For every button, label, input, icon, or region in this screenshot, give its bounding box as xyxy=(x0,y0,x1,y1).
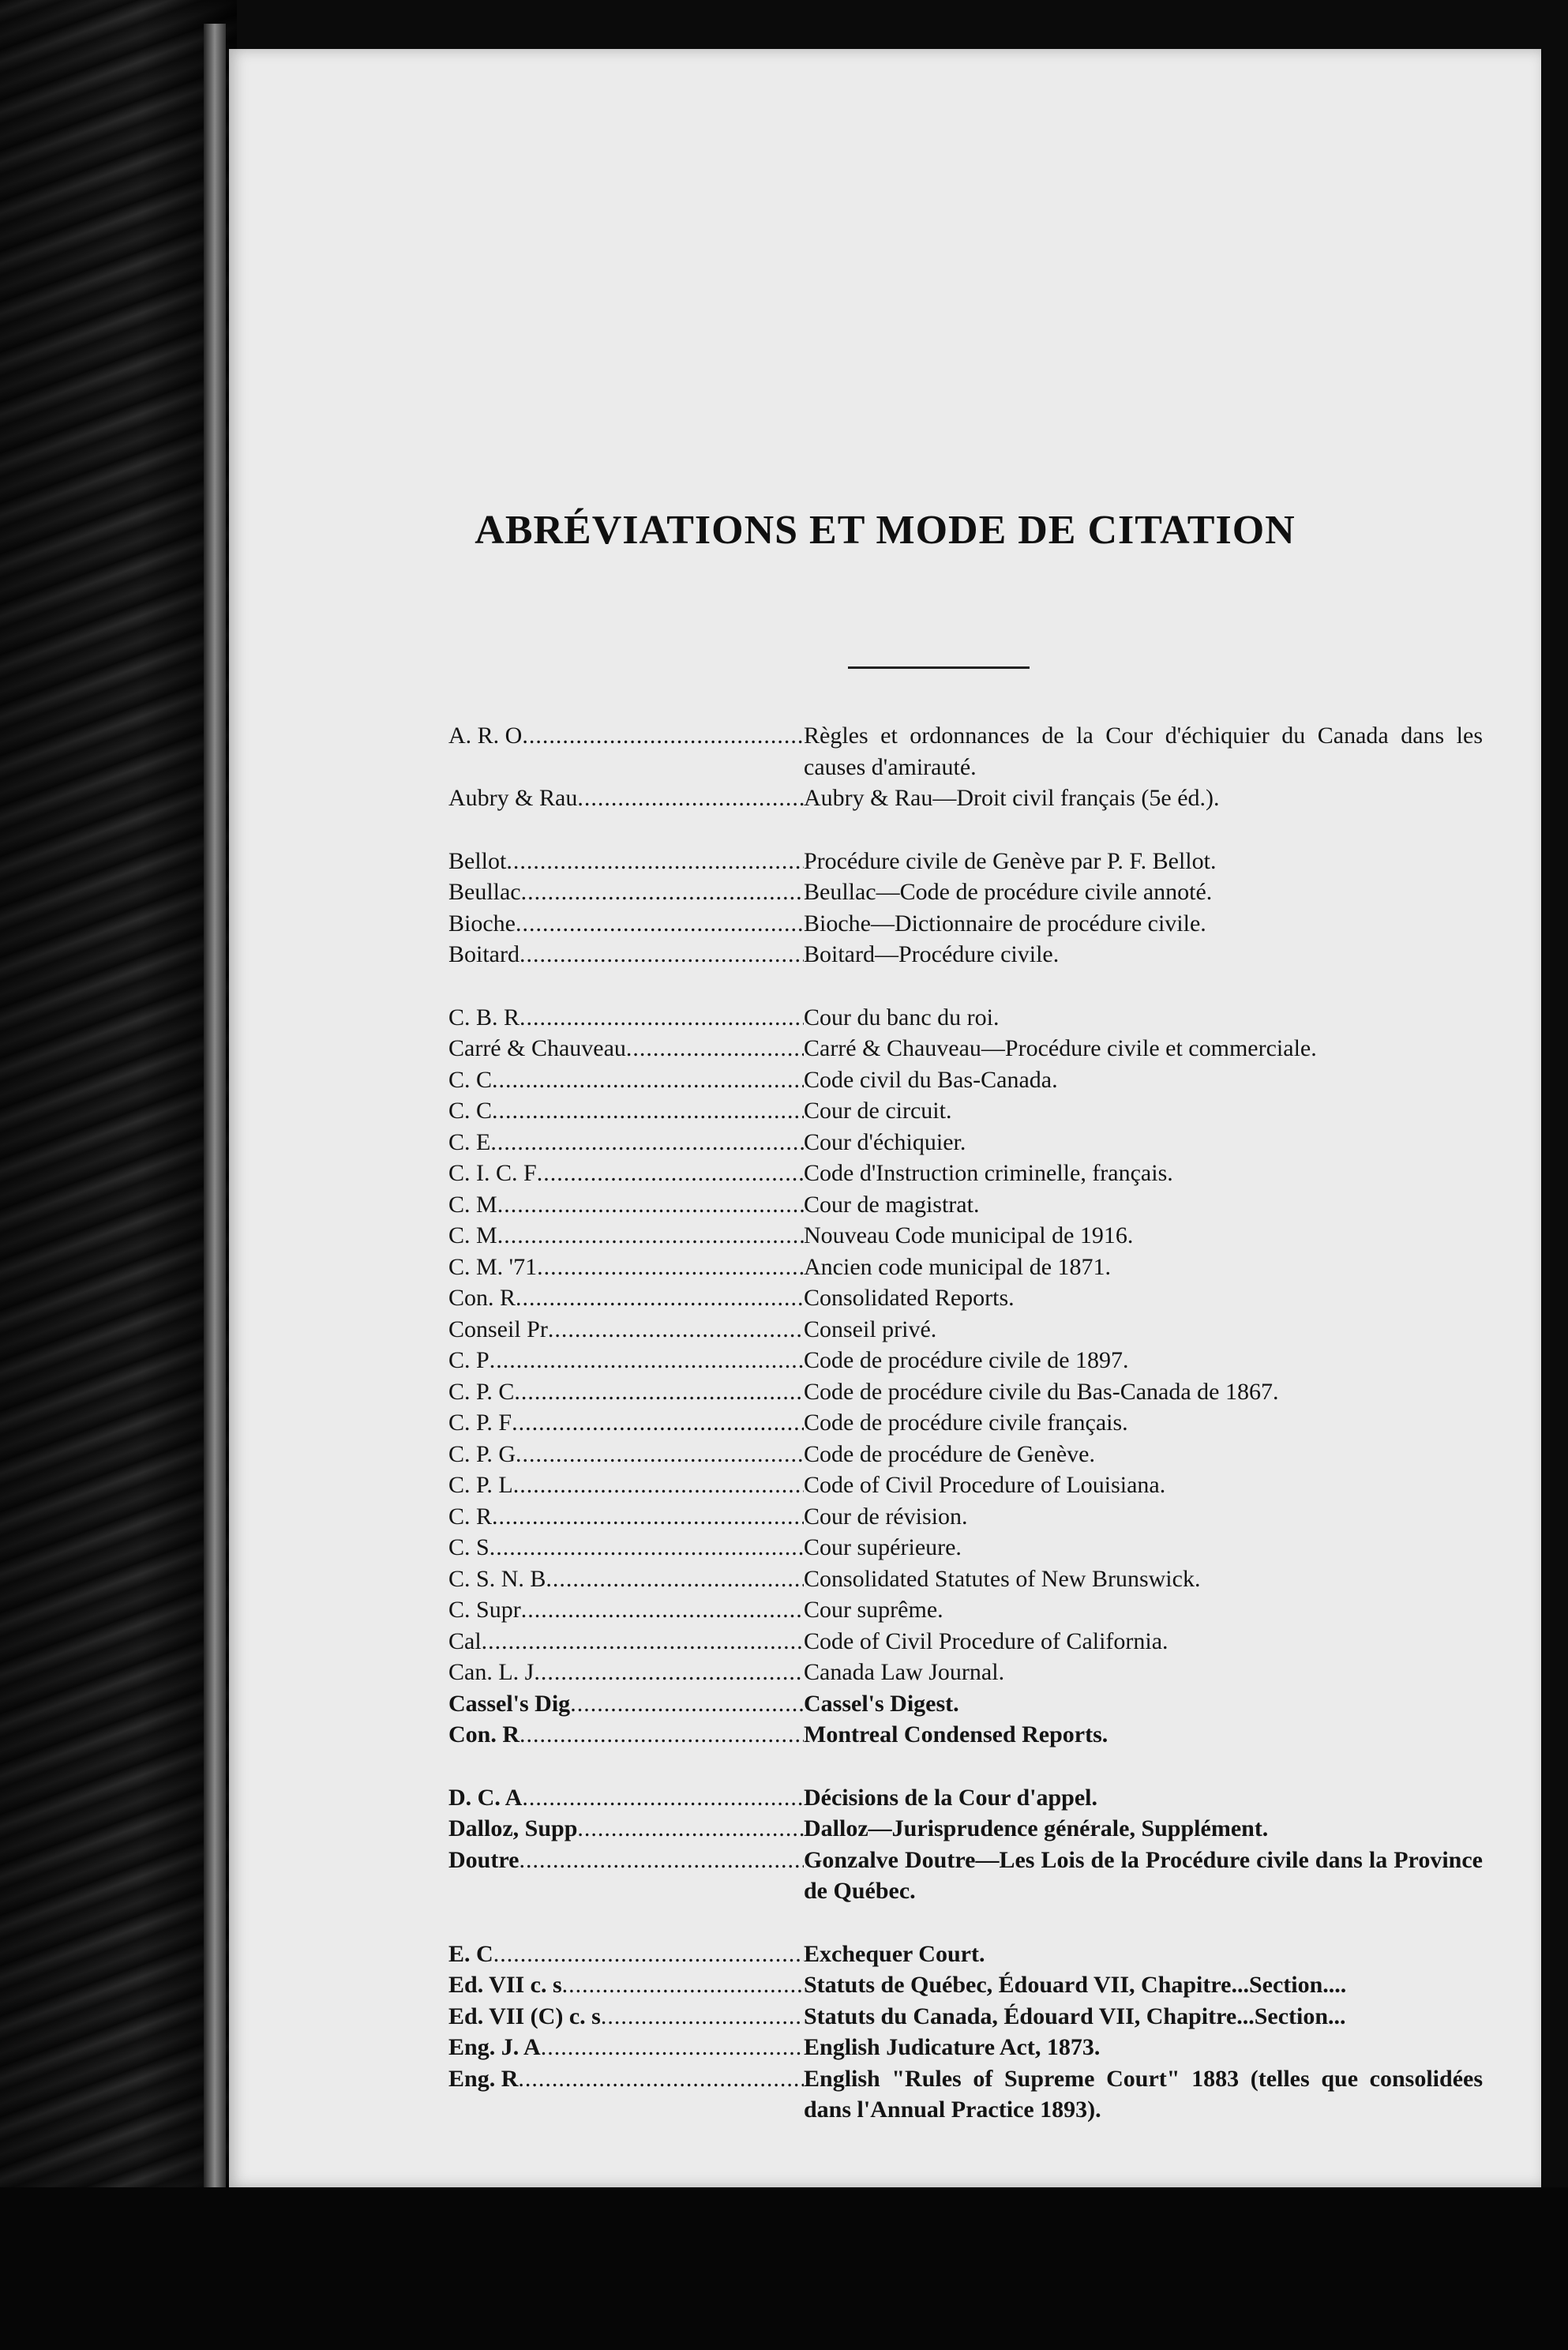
definition: Dalloz—Jurisprudence générale, Supplément. xyxy=(804,1815,1269,1841)
abbreviation: Can. L. J xyxy=(448,1659,535,1685)
abbreviation-entry xyxy=(448,1813,1483,1845)
abbreviation-entry xyxy=(448,1095,1483,1127)
definition: Montreal Condensed Reports. xyxy=(804,1721,1108,1747)
abbreviation-cell xyxy=(448,1532,804,1564)
definition: Consolidated Statutes of New Brunswick. xyxy=(804,1565,1201,1592)
abbreviation-entry xyxy=(448,1439,1483,1470)
abbreviation: Conseil Pr xyxy=(448,1316,548,1342)
definition: Cour de révision. xyxy=(804,1503,968,1530)
abbreviation-cell xyxy=(448,1158,804,1189)
abbreviation-entry xyxy=(448,1626,1483,1657)
abbreviation-entry xyxy=(448,1376,1483,1408)
abbreviation-entry xyxy=(448,1657,1483,1688)
dot-leader xyxy=(522,720,804,752)
abbreviation-cell xyxy=(448,1127,804,1158)
abbreviation-cell xyxy=(448,2063,804,2095)
abbreviation-entry xyxy=(448,1345,1483,1376)
abbreviation: C. M xyxy=(448,1191,497,1218)
dot-leader xyxy=(506,846,804,877)
abbreviation-cell xyxy=(448,1688,804,1720)
dot-leader xyxy=(577,783,804,814)
dot-leader xyxy=(492,1095,804,1127)
abbreviation-entry xyxy=(448,1220,1483,1252)
abbreviation-entry xyxy=(448,720,1483,783)
definition: Code de procédure civile français. xyxy=(804,1410,1128,1436)
abbreviation-entry xyxy=(448,2032,1483,2063)
abbreviation: Dalloz, Supp xyxy=(448,1815,578,1841)
definition: Bioche—Dictionnaire de procédure civile. xyxy=(804,910,1206,937)
abbreviation-cell xyxy=(448,1626,804,1657)
dot-leader xyxy=(513,1470,804,1501)
abbreviation: C. P. G xyxy=(448,1440,516,1467)
abbreviation-entry xyxy=(448,1845,1483,1907)
abbreviation-entry xyxy=(448,1470,1483,1501)
abbreviation: C. S xyxy=(448,1534,490,1560)
definition: Carré & Chauveau—Procédure civile et commerciale. xyxy=(804,1035,1317,1061)
dot-leader xyxy=(541,2032,804,2063)
abbreviation-cell xyxy=(448,1813,804,1845)
abbreviation: Doutre xyxy=(448,1846,520,1873)
dot-leader xyxy=(537,1158,804,1189)
abbreviation: A. R. O xyxy=(448,723,523,749)
definition: Cour suprême. xyxy=(804,1597,943,1623)
abbreviation-cell xyxy=(448,1564,804,1595)
dot-leader xyxy=(482,1626,804,1657)
dot-leader xyxy=(601,2001,804,2033)
abbreviation: C. Supr xyxy=(448,1597,521,1623)
dot-leader xyxy=(520,939,804,970)
definition: Procédure civile de Genève par P. F. Bellot. xyxy=(804,847,1217,874)
definition: English "Rules of Supreme Court" 1883 (telles que consolidées dans l'Annual Practice 1893). xyxy=(804,2065,1483,2123)
definition: Cassel's Digest. xyxy=(804,1690,959,1717)
abbreviation: E. C xyxy=(448,1940,493,1967)
definition: Code of Civil Procedure of Louisiana. xyxy=(804,1472,1166,1498)
document-page xyxy=(229,49,1541,2187)
abbreviation-cell xyxy=(448,783,804,814)
dot-leader xyxy=(493,1939,804,1970)
dot-leader xyxy=(497,1220,804,1252)
abbreviation-cell xyxy=(448,1939,804,1970)
abbreviation-entry xyxy=(448,1158,1483,1189)
dot-leader xyxy=(516,908,804,940)
abbreviation-cell xyxy=(448,1189,804,1221)
definition: Règles et ordonnances de la Cour d'échiquier du Canada dans les causes d'amirauté. xyxy=(804,723,1483,780)
abbreviation-cell xyxy=(448,877,804,908)
abbreviation: C. R xyxy=(448,1503,493,1530)
abbreviation: C. M. '71 xyxy=(448,1253,538,1280)
abbreviation-list xyxy=(448,720,1483,2157)
abbreviation-entry xyxy=(448,1939,1483,1970)
abbreviation-cell xyxy=(448,1501,804,1533)
abbreviation-cell xyxy=(448,1470,804,1501)
abbreviation-cell xyxy=(448,1782,804,1814)
dot-leader xyxy=(490,1127,804,1158)
definition: Statuts du Canada, Édouard VII, Chapitre...Section... xyxy=(804,2003,1346,2029)
abbreviation-cell xyxy=(448,1252,804,1283)
dot-leader xyxy=(492,1064,804,1096)
abbreviation-cell xyxy=(448,2001,804,2033)
abbreviation-entry xyxy=(448,1282,1483,1314)
dot-leader xyxy=(548,1314,804,1346)
definition: Cour d'échiquier. xyxy=(804,1128,966,1155)
abbreviation: Aubry & Rau xyxy=(448,785,578,811)
abbreviation-entry xyxy=(448,877,1483,908)
definition: Décisions de la Cour d'appel. xyxy=(804,1784,1097,1811)
entry-group xyxy=(448,720,1483,814)
abbreviation-cell xyxy=(448,939,804,970)
abbreviation: Bellot xyxy=(448,847,507,874)
dot-leader xyxy=(562,1969,804,2001)
definition: Code civil du Bas-Canada. xyxy=(804,1066,1058,1093)
book-spine xyxy=(204,24,226,2203)
definition: Ancien code municipal de 1871. xyxy=(804,1253,1112,1280)
abbreviation-entry xyxy=(448,1969,1483,2001)
definition: Canada Law Journal. xyxy=(804,1659,1005,1685)
abbreviation-entry xyxy=(448,2001,1483,2033)
abbreviation: Beullac xyxy=(448,879,521,905)
abbreviation: Cassel's Dig xyxy=(448,1690,571,1717)
abbreviation-entry xyxy=(448,1252,1483,1283)
abbreviation: C. M xyxy=(448,1222,497,1248)
definition: Conseil privé. xyxy=(804,1316,937,1342)
definition: Beullac—Code de procédure civile annoté. xyxy=(804,879,1213,905)
abbreviation-cell xyxy=(448,1657,804,1688)
abbreviation: Ed. VII (C) c. s xyxy=(448,2003,601,2029)
dot-leader xyxy=(520,1719,804,1751)
entry-group xyxy=(448,1002,1483,1751)
abbreviation-cell xyxy=(448,1845,804,1876)
abbreviation: C. P. L xyxy=(448,1472,513,1498)
abbreviation: C. E xyxy=(448,1128,491,1155)
entry-group xyxy=(448,1782,1483,1907)
abbreviation-cell xyxy=(448,1439,804,1470)
dot-leader xyxy=(521,1594,804,1626)
abbreviation-cell xyxy=(448,1969,804,2001)
abbreviation: C. B. R xyxy=(448,1004,520,1030)
abbreviation-cell xyxy=(448,846,804,877)
abbreviation: Boitard xyxy=(448,941,520,967)
definition: Consolidated Reports. xyxy=(804,1285,1015,1311)
abbreviation-entry xyxy=(448,1782,1483,1814)
definition: Code de procédure de Genève. xyxy=(804,1440,1095,1467)
bottom-margin xyxy=(0,2187,1568,2350)
definition: Code de procédure civile de 1897. xyxy=(804,1347,1129,1373)
abbreviation: C. I. C. F xyxy=(448,1160,537,1186)
definition: Statuts de Québec, Édouard VII, Chapitre...Section.... xyxy=(804,1972,1347,1998)
abbreviation: Eng. J. A xyxy=(448,2034,541,2060)
abbreviation: Cal xyxy=(448,1627,482,1654)
abbreviation-entry xyxy=(448,1501,1483,1533)
abbreviation-cell xyxy=(448,1345,804,1376)
abbreviation-cell xyxy=(448,1095,804,1127)
abbreviation-cell xyxy=(448,1594,804,1626)
dot-leader xyxy=(490,1345,804,1376)
abbreviation-entry xyxy=(448,846,1483,877)
abbreviation-entry xyxy=(448,1189,1483,1221)
abbreviation: Bioche xyxy=(448,910,516,937)
definition: Aubry & Rau—Droit civil français (5e éd.). xyxy=(804,785,1220,811)
abbreviation: C. S. N. B xyxy=(448,1565,546,1592)
abbreviation: C. P. F xyxy=(448,1410,512,1436)
dot-leader xyxy=(516,1439,804,1470)
dot-leader xyxy=(519,1845,804,1876)
dot-leader xyxy=(514,1376,804,1408)
abbreviation-cell xyxy=(448,2032,804,2063)
definition: Cour supérieure. xyxy=(804,1534,962,1560)
abbreviation: Con. R xyxy=(448,1721,520,1747)
dot-leader xyxy=(492,1501,804,1533)
definition: Code of Civil Procedure of California. xyxy=(804,1627,1168,1654)
definition: Code de procédure civile du Bas-Canada de 1867. xyxy=(804,1378,1279,1405)
dot-leader xyxy=(537,1252,804,1283)
abbreviation-entry xyxy=(448,1688,1483,1720)
abbreviation-entry xyxy=(448,1002,1483,1034)
abbreviation-cell xyxy=(448,1407,804,1439)
dot-leader xyxy=(497,1189,804,1221)
dot-leader xyxy=(522,1782,804,1814)
entry-group xyxy=(448,846,1483,970)
definition: Gonzalve Doutre—Les Lois de la Procédure civile dans la Province de Québec. xyxy=(804,1846,1483,1904)
dot-leader xyxy=(520,1002,804,1034)
page-title: ABRÉVIATIONS ET MODE DE CITATION xyxy=(475,508,1296,553)
abbreviation-entry xyxy=(448,1314,1483,1346)
dot-leader xyxy=(570,1688,804,1720)
abbreviation-entry xyxy=(448,1407,1483,1439)
abbreviation: Carré & Chauveau xyxy=(448,1035,626,1061)
dot-leader xyxy=(577,1813,804,1845)
dot-leader xyxy=(516,1282,804,1314)
dot-leader xyxy=(512,1407,804,1439)
abbreviation-entry xyxy=(448,908,1483,940)
definition: Cour de circuit. xyxy=(804,1098,952,1124)
abbreviation-cell xyxy=(448,908,804,940)
abbreviation-cell xyxy=(448,1064,804,1096)
abbreviation: D. C. A xyxy=(448,1784,523,1811)
abbreviation-cell xyxy=(448,1033,804,1064)
abbreviation-cell xyxy=(448,1220,804,1252)
dot-leader xyxy=(521,877,804,908)
abbreviation: Ed. VII c. s xyxy=(448,1972,562,1998)
abbreviation-cell xyxy=(448,1376,804,1408)
abbreviation-cell xyxy=(448,720,804,752)
abbreviation-entry xyxy=(448,1594,1483,1626)
definition: Cour de magistrat. xyxy=(804,1191,980,1218)
abbreviation: C. C xyxy=(448,1098,493,1124)
title-rule xyxy=(848,666,1030,669)
definition: Code d'Instruction criminelle, français. xyxy=(804,1160,1173,1186)
abbreviation-entry xyxy=(448,939,1483,970)
abbreviation-entry xyxy=(448,1719,1483,1751)
abbreviation: C. P. C xyxy=(448,1378,515,1405)
abbreviation: Con. R xyxy=(448,1285,516,1311)
dot-leader xyxy=(546,1564,804,1595)
dot-leader xyxy=(534,1657,804,1688)
abbreviation-cell xyxy=(448,1719,804,1751)
abbreviation-entry xyxy=(448,1127,1483,1158)
dot-leader xyxy=(518,2063,804,2095)
entry-group xyxy=(448,1939,1483,2126)
page-edge-shadow xyxy=(0,0,237,2350)
dot-leader xyxy=(490,1532,804,1564)
abbreviation: Eng. R xyxy=(448,2065,519,2092)
abbreviation-entry xyxy=(448,2063,1483,2126)
abbreviation-cell xyxy=(448,1282,804,1314)
abbreviation: C. C xyxy=(448,1066,493,1093)
definition: Nouveau Code municipal de 1916. xyxy=(804,1222,1134,1248)
abbreviation: C. P xyxy=(448,1347,490,1373)
abbreviation-entry xyxy=(448,1064,1483,1096)
definition: Cour du banc du roi. xyxy=(804,1004,1000,1030)
abbreviation-entry xyxy=(448,1564,1483,1595)
definition: Exchequer Court. xyxy=(804,1940,985,1967)
definition: Boitard—Procédure civile. xyxy=(804,941,1060,967)
abbreviation-entry xyxy=(448,1033,1483,1064)
abbreviation-cell xyxy=(448,1314,804,1346)
abbreviation-cell xyxy=(448,1002,804,1034)
definition: English Judicature Act, 1873. xyxy=(804,2034,1101,2060)
abbreviation-entry xyxy=(448,783,1483,814)
abbreviation-entry xyxy=(448,1532,1483,1564)
dot-leader xyxy=(626,1033,804,1064)
